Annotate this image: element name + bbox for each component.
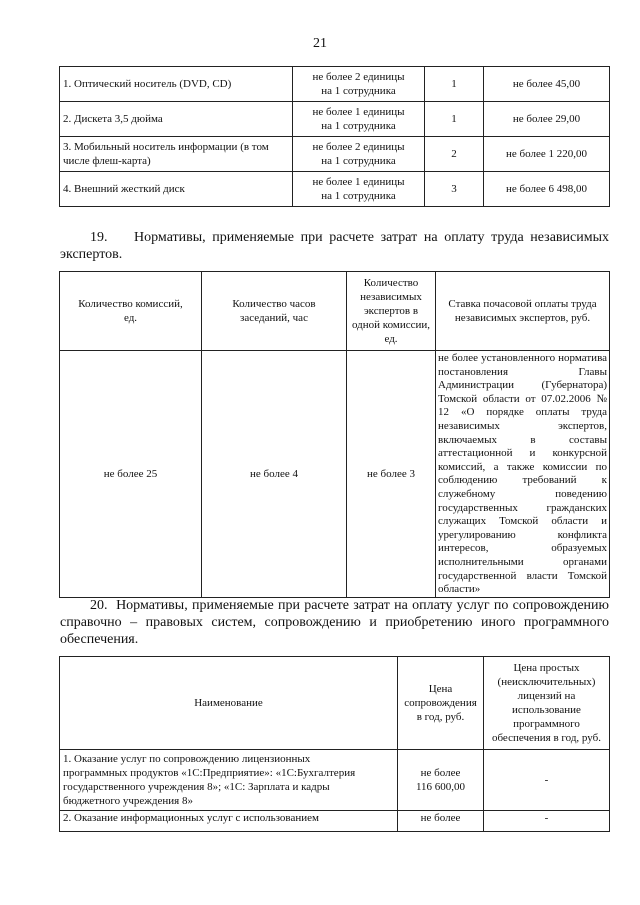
item-quantity: не более 1 единицы на 1 сотрудника (293, 172, 425, 207)
item-quantity: не более 1 единицы на 1 сотрудника (293, 102, 425, 137)
header-license-price: Цена простых (неисключительных) лицензий на использование программного обеспечения в год, руб. (484, 657, 610, 750)
item-price: не более 45,00 (484, 67, 610, 102)
item-name: 3. Мобильный носитель информации (в том числе флеш-карта) (60, 137, 293, 172)
hours-value: не более 4 (202, 351, 347, 598)
service-name: 1. Оказание услуг по сопровождению лицензионных программных продуктов «1С:Предприятие»: «1С:Бухгалтерия государственного учреждения 8»; «1С: Зарплата и кадры бюджетного учреждения 8» (60, 750, 398, 811)
item-period: 1 (425, 102, 484, 137)
section-19-paragraph (60, 229, 609, 263)
table-row (60, 172, 610, 207)
item-quantity: не более 2 единицы на 1 сотрудника (293, 67, 425, 102)
table-header-row (60, 657, 610, 750)
section-text: Нормативы, применяемые при расчете затрат на оплату услуг по сопровождению справочно – правовых систем, сопровождению и приобретению иного программного обеспечения. (60, 598, 609, 647)
section-number: 20. (90, 598, 108, 613)
header-name: Наименование (60, 657, 398, 750)
header-commissions: Количество комиссий, ед. (60, 272, 202, 351)
support-price: не более (398, 811, 484, 832)
item-period: 1 (425, 67, 484, 102)
section-number: 19. (90, 230, 108, 245)
service-name: 2. Оказание информационных услуг с использованием (60, 811, 398, 832)
table-header-row (60, 272, 610, 351)
license-price: - (484, 750, 610, 811)
table-row (60, 67, 610, 102)
header-hours: Количество часов заседаний, час (202, 272, 347, 351)
commissions-value: не более 25 (60, 351, 202, 598)
experts-norms-table (59, 271, 610, 598)
page-number: 21 (313, 36, 327, 51)
table-row (60, 102, 610, 137)
item-name: 4. Внешний жесткий диск (60, 172, 293, 207)
header-support-price: Цена сопровождения в год, руб. (398, 657, 484, 750)
item-quantity: не более 2 единицы на 1 сотрудника (293, 137, 425, 172)
media-norms-table (59, 66, 610, 207)
table-row (60, 811, 610, 832)
experts-value: не более 3 (347, 351, 436, 598)
rate-value: не более установленного норматива постановления Главы Администрации (Губернатора) Томской области от 07.02.2006 № 12 «О порядке оплаты труда независимых экспертов, включаемых в составы аттестационной и конкурсной комиссий, а также комиссии по соблюдению требований к служебному поведению государственных гражданских служащих Томской области и урегулированию конфликта интересов, образуемых исполнительными органами государственной власти Томской области» (436, 351, 610, 598)
item-price: не более 29,00 (484, 102, 610, 137)
software-norms-table (59, 656, 610, 832)
item-name: 2. Дискета 3,5 дюйма (60, 102, 293, 137)
table-row (60, 750, 610, 811)
item-price: не более 6 498,00 (484, 172, 610, 207)
section-20-paragraph (60, 597, 609, 648)
table-row (60, 137, 610, 172)
item-name: 1. Оптический носитель (DVD, CD) (60, 67, 293, 102)
support-price: не более 116 600,00 (398, 750, 484, 811)
header-experts: Количество независимых экспертов в одной комиссии, ед. (347, 272, 436, 351)
table-row (60, 351, 610, 598)
item-price: не более 1 220,00 (484, 137, 610, 172)
section-text: Нормативы, применяемые при расчете затрат на оплату труда независимых экспертов. (60, 230, 609, 262)
header-rate: Ставка почасовой оплаты труда независимых экспертов, руб. (436, 272, 610, 351)
item-period: 2 (425, 137, 484, 172)
license-price: - (484, 811, 610, 832)
item-period: 3 (425, 172, 484, 207)
